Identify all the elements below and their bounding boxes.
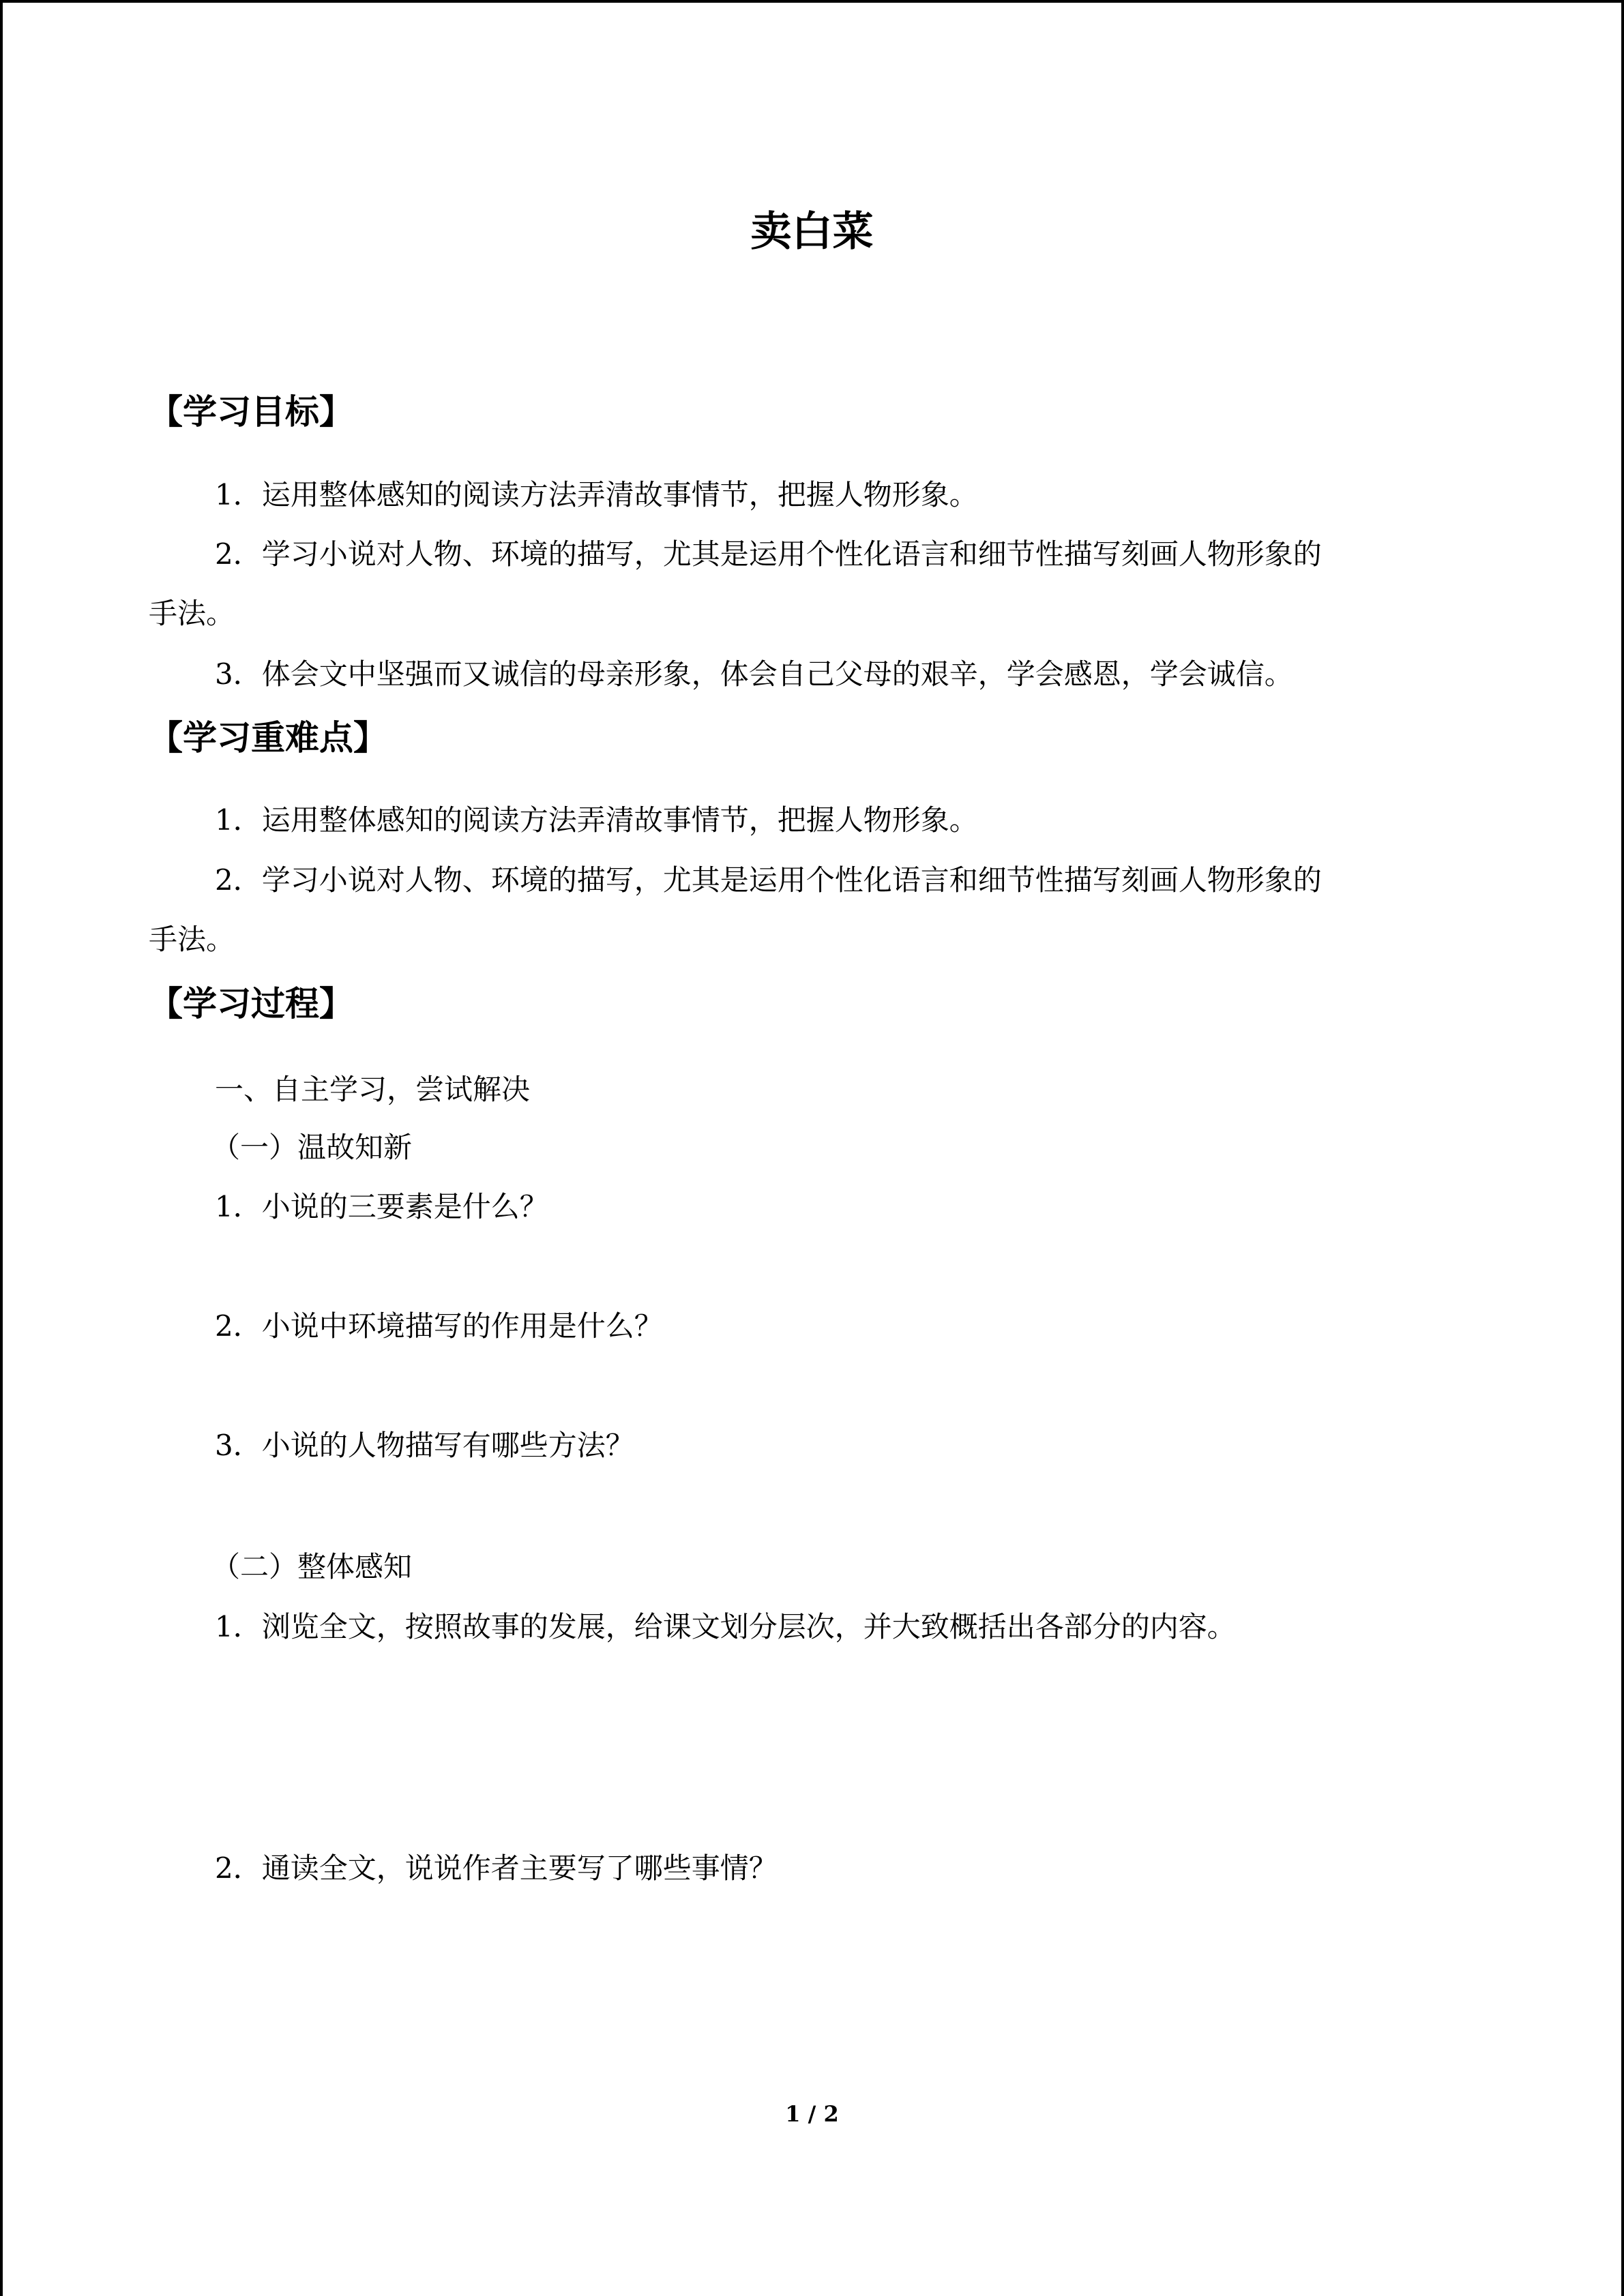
objective-item-2: 2．学习小说对人物、环境的描写，尤其是运用个性化语言和细节性描写刻画人物形象的 bbox=[215, 537, 1322, 571]
process-sub-1-heading: （一）温故知新 bbox=[211, 1131, 413, 1164]
overview-question-2: 2．通读全文，说说作者主要写了哪些事情？ bbox=[215, 1851, 778, 1885]
document-title: 卖白菜 bbox=[750, 208, 874, 256]
review-question-3: 3．小说的人物描写有哪些方法？ bbox=[215, 1429, 634, 1462]
section-heading-process: 【学习过程】 bbox=[149, 984, 353, 1024]
objective-item-2-continued: 手法。 bbox=[149, 597, 235, 630]
process-part-1: 一、自主学习，尝试解决 bbox=[215, 1073, 531, 1106]
process-sub-2-heading: （二）整体感知 bbox=[211, 1550, 413, 1583]
overview-question-1: 1．浏览全文，按照故事的发展，给课文划分层次，并大致概括出各部分的内容。 bbox=[215, 1610, 1236, 1643]
objective-item-1: 1．运用整体感知的阅读方法弄清故事情节，把握人物形象。 bbox=[215, 478, 978, 511]
review-question-1: 1．小说的三要素是什么？ bbox=[215, 1190, 548, 1223]
section-heading-key-points: 【学习重难点】 bbox=[149, 718, 387, 758]
section-heading-objectives: 【学习目标】 bbox=[149, 392, 353, 432]
page-number: 1 / 2 bbox=[785, 2101, 839, 2127]
key-point-item-2-continued: 手法。 bbox=[149, 923, 235, 956]
objective-item-3: 3．体会文中坚强而又诚信的母亲形象，体会自己父母的艰辛，学会感恩，学会诚信。 bbox=[215, 657, 1293, 691]
key-point-item-2: 2．学习小说对人物、环境的描写，尤其是运用个性化语言和细节性描写刻画人物形象的 bbox=[215, 863, 1322, 897]
key-point-item-1: 1．运用整体感知的阅读方法弄清故事情节，把握人物形象。 bbox=[215, 803, 978, 837]
review-question-2: 2．小说中环境描写的作用是什么？ bbox=[215, 1309, 663, 1343]
